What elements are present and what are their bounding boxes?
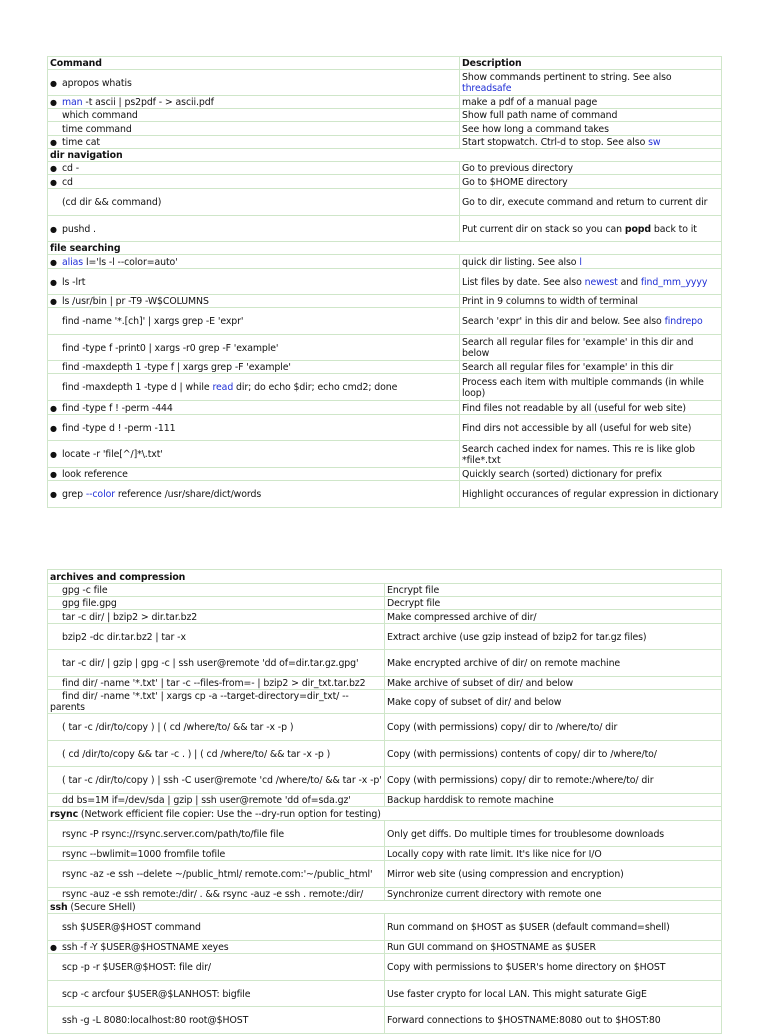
bullet-icon: ● xyxy=(50,450,57,459)
section-header xyxy=(48,901,722,914)
description-text: See how long a command takes xyxy=(462,123,609,135)
command-text: find -maxdepth 1 -type d | while xyxy=(62,382,213,393)
command-table-1 xyxy=(47,56,722,508)
description-cell xyxy=(385,914,722,941)
table-row xyxy=(48,361,722,374)
description-cell xyxy=(385,794,722,807)
command-text-after: dir; do echo $dir; echo cmd2; done xyxy=(233,382,398,393)
command-cell xyxy=(48,122,460,136)
command-text: which command xyxy=(62,110,138,121)
description-text: Find dirs not accessible by all (useful for web site) xyxy=(462,422,692,434)
command-text: ssh -g -L 8080:localhost:80 root@$HOST xyxy=(62,1015,249,1026)
description-text: Synchronize current directory with remote one xyxy=(387,889,602,900)
command-text: pushd . xyxy=(62,223,96,235)
command-link[interactable]: alias xyxy=(62,256,84,268)
description-cell xyxy=(460,70,722,96)
description-text: Show commands pertinent to string. See also xyxy=(462,72,672,83)
command-text: tar -c dir/ | gzip | gpg -c | ssh user@remote 'dd of=dir.tar.gz.gpg' xyxy=(62,658,359,669)
command-text: -t ascii | ps2pdf - > ascii.pdf xyxy=(82,97,214,108)
description-text: Go to previous directory xyxy=(462,163,573,174)
description-cell xyxy=(385,888,722,901)
description-text: Locally copy with rate limit. It's like nice for I/O xyxy=(387,848,602,860)
command-text: grep xyxy=(62,489,86,500)
description-text: Go to $HOME directory xyxy=(462,176,568,188)
description-text: Run command on $HOST as $USER (default command=shell) xyxy=(387,922,670,933)
command-text: find -maxdepth 1 -type f | xargs grep -F 'example' xyxy=(62,362,291,373)
command-link[interactable]: --color xyxy=(85,489,115,500)
command-cell xyxy=(48,861,385,888)
description-text: Search all regular files for 'example' in this dir and below xyxy=(462,337,694,359)
command-text: l='ls -l --color=auto' xyxy=(83,256,178,268)
description-cell xyxy=(460,361,722,374)
description-text: back to it xyxy=(651,223,697,235)
description-text: Search cached index for names. This re is like glob *file*.txt xyxy=(462,443,696,466)
section-title: dir navigation xyxy=(50,150,123,161)
command-cell xyxy=(48,847,385,861)
command-cell xyxy=(48,767,385,794)
description-cell xyxy=(385,610,722,624)
command-text: apropos whatis xyxy=(62,77,132,89)
table-row xyxy=(48,162,722,175)
table-row xyxy=(48,914,722,941)
table-row xyxy=(48,677,722,690)
description-cell xyxy=(385,741,722,767)
description-cell xyxy=(460,216,722,242)
command-text: scp -p -r $USER@$HOST: file dir/ xyxy=(62,962,211,973)
description-text: Backup harddisk to remote machine xyxy=(387,795,554,806)
description-text: Make copy of subset of dir/ and below xyxy=(387,696,562,708)
column-header-description: Description xyxy=(460,57,722,70)
description-cell xyxy=(385,714,722,741)
bullet-icon: ● xyxy=(50,177,57,187)
description-cell xyxy=(460,162,722,175)
bullet-icon: ● xyxy=(50,138,57,147)
table-row xyxy=(48,136,722,149)
command-text: find -type d ! -perm -111 xyxy=(62,422,176,434)
table-row xyxy=(48,415,722,441)
bullet-icon: ● xyxy=(50,224,57,234)
table-row xyxy=(48,269,722,295)
description-cell xyxy=(460,481,722,508)
table-row xyxy=(48,441,722,468)
section-row xyxy=(48,570,722,584)
command-table-2 xyxy=(47,569,722,1034)
command-cell xyxy=(48,650,385,677)
table-row xyxy=(48,70,722,96)
command-cell xyxy=(48,401,460,415)
command-cell xyxy=(48,361,460,374)
command-cell xyxy=(48,610,385,624)
command-cell xyxy=(48,189,460,216)
command-cell xyxy=(48,888,385,901)
command-cell xyxy=(48,216,460,242)
command-text: ssh $USER@$HOST command xyxy=(62,922,201,933)
description-text: Copy (with permissions) copy/ dir to remote:/where/to/ dir xyxy=(387,775,654,786)
table-row xyxy=(48,888,722,901)
command-cell xyxy=(48,374,460,401)
command-text: scp -c arcfour $USER@$LANHOST: bigfile xyxy=(62,988,251,1000)
command-cell xyxy=(48,335,460,361)
command-text: (cd dir && command) xyxy=(62,197,162,208)
table-row xyxy=(48,335,722,361)
table-row xyxy=(48,401,722,415)
description-text: Copy (with permissions) contents of copy/ dir to /where/to/ xyxy=(387,748,657,760)
command-link[interactable]: read xyxy=(212,382,234,393)
table-row xyxy=(48,216,722,242)
command-text: find dir/ -name '*.txt' | xargs cp -a --target-directory=dir_txt/ --parents xyxy=(50,691,349,713)
section-note: (Secure SHell) xyxy=(67,902,136,913)
description-link[interactable]: findrepo xyxy=(664,316,703,327)
description-cell xyxy=(385,861,722,888)
description-text: make a pdf of a manual page xyxy=(462,97,598,108)
table-row xyxy=(48,714,722,741)
description-text: Search 'expr' in this dir and below. See also xyxy=(462,316,662,327)
description-text: Process each item with multiple commands (in while loop) xyxy=(462,376,704,399)
description-text: Make archive of subset of dir/ and below xyxy=(387,678,574,689)
bullet-icon: ● xyxy=(50,423,57,433)
command-text-after: reference /usr/share/dict/words xyxy=(114,489,262,500)
command-cell xyxy=(48,468,460,481)
description-cell xyxy=(460,374,722,401)
table-row xyxy=(48,847,722,861)
command-text: find -type f -print0 | xargs -r0 grep -F 'example' xyxy=(62,342,279,354)
bullet-icon: ● xyxy=(50,297,57,306)
description-cell xyxy=(460,175,722,189)
command-text: cd xyxy=(62,176,73,188)
description-text: Run GUI command on $HOSTNAME as $USER xyxy=(387,942,596,953)
description-cell xyxy=(460,255,722,269)
table-row xyxy=(48,821,722,847)
description-text: Decrypt file xyxy=(387,598,441,609)
table-row xyxy=(48,255,722,269)
table-row xyxy=(48,189,722,216)
table-row xyxy=(48,468,722,481)
description-link[interactable]: sw xyxy=(648,137,661,148)
description-text: Go to dir, execute command and return to current dir xyxy=(462,197,708,208)
command-cell xyxy=(48,821,385,847)
description-cell xyxy=(460,415,722,441)
command-cell xyxy=(48,136,460,149)
description-cell xyxy=(385,821,722,847)
command-text: bzip2 -dc dir.tar.bz2 | tar -x xyxy=(62,631,186,643)
bullet-icon: ● xyxy=(50,403,57,413)
description-cell xyxy=(385,767,722,794)
command-text: dd bs=1M if=/dev/sda | gzip | ssh user@remote 'dd of=sda.gz' xyxy=(62,795,351,806)
command-text: gpg file.gpg xyxy=(62,598,117,609)
table-row xyxy=(48,610,722,624)
description-text: Extract archive (use gzip instead of bzip2 for tar.gz files) xyxy=(387,631,647,643)
bullet-icon: ● xyxy=(50,98,57,107)
description-cell xyxy=(460,468,722,481)
table-row xyxy=(48,767,722,794)
command-cell xyxy=(48,914,385,941)
description-text: Copy (with permissions) copy/ dir to /where/to/ dir xyxy=(387,722,618,733)
description-text: Forward connections to $HOSTNAME:8080 out to $HOST:80 xyxy=(387,1015,661,1026)
section-header xyxy=(48,807,722,821)
description-text: Mirror web site (using compression and encryption) xyxy=(387,869,624,880)
table-row xyxy=(48,624,722,650)
description-cell xyxy=(385,954,722,981)
command-cell xyxy=(48,690,385,714)
description-text: List files by date. See also xyxy=(462,276,582,288)
table-row xyxy=(48,481,722,508)
section-row xyxy=(48,149,722,162)
command-cell xyxy=(48,109,460,122)
description-text: and xyxy=(617,276,641,288)
description-text: Only get diffs. Do multiple times for troublesome downloads xyxy=(387,828,665,840)
bullet-icon: ● xyxy=(50,277,57,287)
section-title: archives and compression xyxy=(50,571,186,583)
description-cell xyxy=(385,650,722,677)
command-text: find -type f ! -perm -444 xyxy=(62,402,173,414)
description-text: Find files not readable by all (useful for web site) xyxy=(462,402,686,414)
command-text: find dir/ -name '*.txt' | tar -c --files-from=- | bzip2 > dir_txt.tar.bz2 xyxy=(62,678,366,689)
description-link[interactable]: newest xyxy=(584,276,618,288)
section-title: file searching xyxy=(50,243,121,254)
section-header xyxy=(48,570,722,584)
command-cell xyxy=(48,624,385,650)
command-text: rsync -az -e ssh --delete ~/public_html/ remote.com:'~/public_html' xyxy=(62,869,373,880)
command-text: ( tar -c /dir/to/copy ) | ssh -C user@remote 'cd /where/to/ && tar -x -p' xyxy=(62,775,382,786)
table-row xyxy=(48,954,722,981)
table-row xyxy=(48,374,722,401)
description-cell xyxy=(460,96,722,109)
table-row xyxy=(48,650,722,677)
table-header-row xyxy=(48,57,722,70)
command-text: cd - xyxy=(62,163,80,174)
command-text: ls -lrt xyxy=(62,276,86,288)
command-text: ( tar -c /dir/to/copy ) | ( cd /where/to/ && tar -x -p ) xyxy=(62,722,294,733)
command-cell xyxy=(48,584,385,597)
command-cell xyxy=(48,794,385,807)
command-text: ( cd /dir/to/copy && tar -c . ) | ( cd /where/to/ && tar -x -p ) xyxy=(62,748,331,760)
table-row xyxy=(48,109,722,122)
table-row xyxy=(48,96,722,109)
table-row xyxy=(48,122,722,136)
description-cell xyxy=(385,1007,722,1034)
description-text: Make compressed archive of dir/ xyxy=(387,611,537,623)
description-cell xyxy=(385,941,722,954)
description-text: Print in 9 columns to width of terminal xyxy=(462,296,638,307)
table-row xyxy=(48,597,722,610)
table-row xyxy=(48,741,722,767)
section-note: (Network efficient file copier: Use the --dry-run option for testing) xyxy=(78,808,381,820)
table-row xyxy=(48,1007,722,1034)
description-cell xyxy=(460,122,722,136)
table-row xyxy=(48,861,722,888)
command-cell xyxy=(48,1007,385,1034)
description-emphasis: popd xyxy=(624,223,652,235)
description-cell xyxy=(385,847,722,861)
command-text: ssh -f -Y $USER@$HOSTNAME xeyes xyxy=(62,942,229,953)
description-text: Use faster crypto for local LAN. This might saturate GigE xyxy=(387,988,647,1000)
description-text: Show full path name of command xyxy=(462,110,618,121)
command-cell xyxy=(48,981,385,1007)
column-header-command: Command xyxy=(48,57,460,70)
bullet-icon: ● xyxy=(50,470,57,479)
section-row xyxy=(48,242,722,255)
command-text: locate -r 'file[^/]*\.txt' xyxy=(62,449,163,460)
description-cell xyxy=(385,690,722,714)
table-row xyxy=(48,981,722,1007)
description-link[interactable]: threadsafe xyxy=(462,83,512,94)
description-cell xyxy=(460,189,722,216)
command-text: rsync --bwlimit=1000 fromfile tofile xyxy=(62,848,226,860)
command-cell xyxy=(48,295,460,308)
description-cell xyxy=(385,624,722,650)
table-row xyxy=(48,690,722,714)
command-cell xyxy=(48,677,385,690)
description-cell xyxy=(460,109,722,122)
command-text: rsync -P rsync://rsync.server.com/path/to/file file xyxy=(62,828,285,840)
command-cell xyxy=(48,741,385,767)
bullet-icon: ● xyxy=(50,490,57,499)
section-row xyxy=(48,807,722,821)
command-text: time command xyxy=(62,123,132,135)
description-text: Copy with permissions to $USER's home directory on $HOST xyxy=(387,962,666,973)
section-header xyxy=(48,149,722,162)
description-cell xyxy=(385,981,722,1007)
command-cell xyxy=(48,162,460,175)
description-text: Put current dir on stack so you can xyxy=(462,223,622,235)
description-text: Highlight occurances of regular expression in dictionary xyxy=(462,489,719,500)
description-cell xyxy=(460,441,722,468)
description-cell xyxy=(460,401,722,415)
section-row xyxy=(48,901,722,914)
bullet-icon: ● xyxy=(50,164,57,173)
command-text: tar -c dir/ | bzip2 > dir.tar.bz2 xyxy=(62,611,198,623)
description-cell xyxy=(460,295,722,308)
command-text: rsync -auz -e ssh remote:/dir/ . && rsync -auz -e ssh . remote:/dir/ xyxy=(62,889,364,900)
command-link[interactable]: man xyxy=(62,97,83,108)
command-cell xyxy=(48,481,460,508)
bullet-icon: ● xyxy=(50,78,57,88)
command-cell xyxy=(48,954,385,981)
description-cell xyxy=(385,597,722,610)
command-cell xyxy=(48,96,460,109)
description-cell xyxy=(460,136,722,149)
section-title: rsync xyxy=(50,808,79,820)
description-text: Search all regular files for 'example' in this dir xyxy=(462,362,674,373)
command-cell xyxy=(48,714,385,741)
section-title: ssh xyxy=(50,902,68,913)
description-cell xyxy=(460,335,722,361)
command-cell xyxy=(48,269,460,295)
table-row xyxy=(48,584,722,597)
command-cell xyxy=(48,441,460,468)
command-cell xyxy=(48,255,460,269)
description-cell xyxy=(385,584,722,597)
table-row xyxy=(48,308,722,335)
command-cell xyxy=(48,308,460,335)
table-row xyxy=(48,295,722,308)
command-cell xyxy=(48,175,460,189)
command-text: look reference xyxy=(62,469,128,480)
description-text: Start stopwatch. Ctrl-d to stop. See also xyxy=(462,137,646,148)
description-text: quick dir listing. See also xyxy=(462,256,577,268)
bullet-icon: ● xyxy=(50,257,57,267)
description-text: Encrypt file xyxy=(387,585,440,596)
table-row xyxy=(48,175,722,189)
table-row xyxy=(48,941,722,954)
command-cell xyxy=(48,70,460,96)
description-text: Make encrypted archive of dir/ on remote machine xyxy=(387,658,621,669)
command-text: ls /usr/bin | pr -T9 -W$COLUMNS xyxy=(62,296,209,307)
section-header xyxy=(48,242,722,255)
command-text: gpg -c file xyxy=(62,585,108,596)
bullet-icon: ● xyxy=(50,943,57,952)
description-cell xyxy=(460,269,722,295)
description-cell xyxy=(460,308,722,335)
command-cell xyxy=(48,941,385,954)
command-text: time cat xyxy=(62,137,100,148)
command-text: find -name '*.[ch]' | xargs grep -E 'expr' xyxy=(62,316,244,327)
description-cell xyxy=(385,677,722,690)
description-text: Quickly search (sorted) dictionary for prefix xyxy=(462,469,662,480)
command-cell xyxy=(48,597,385,610)
description-link[interactable]: find_mm_yyyy xyxy=(640,276,708,288)
table-row xyxy=(48,794,722,807)
command-cell xyxy=(48,415,460,441)
description-link[interactable]: l xyxy=(579,256,582,268)
